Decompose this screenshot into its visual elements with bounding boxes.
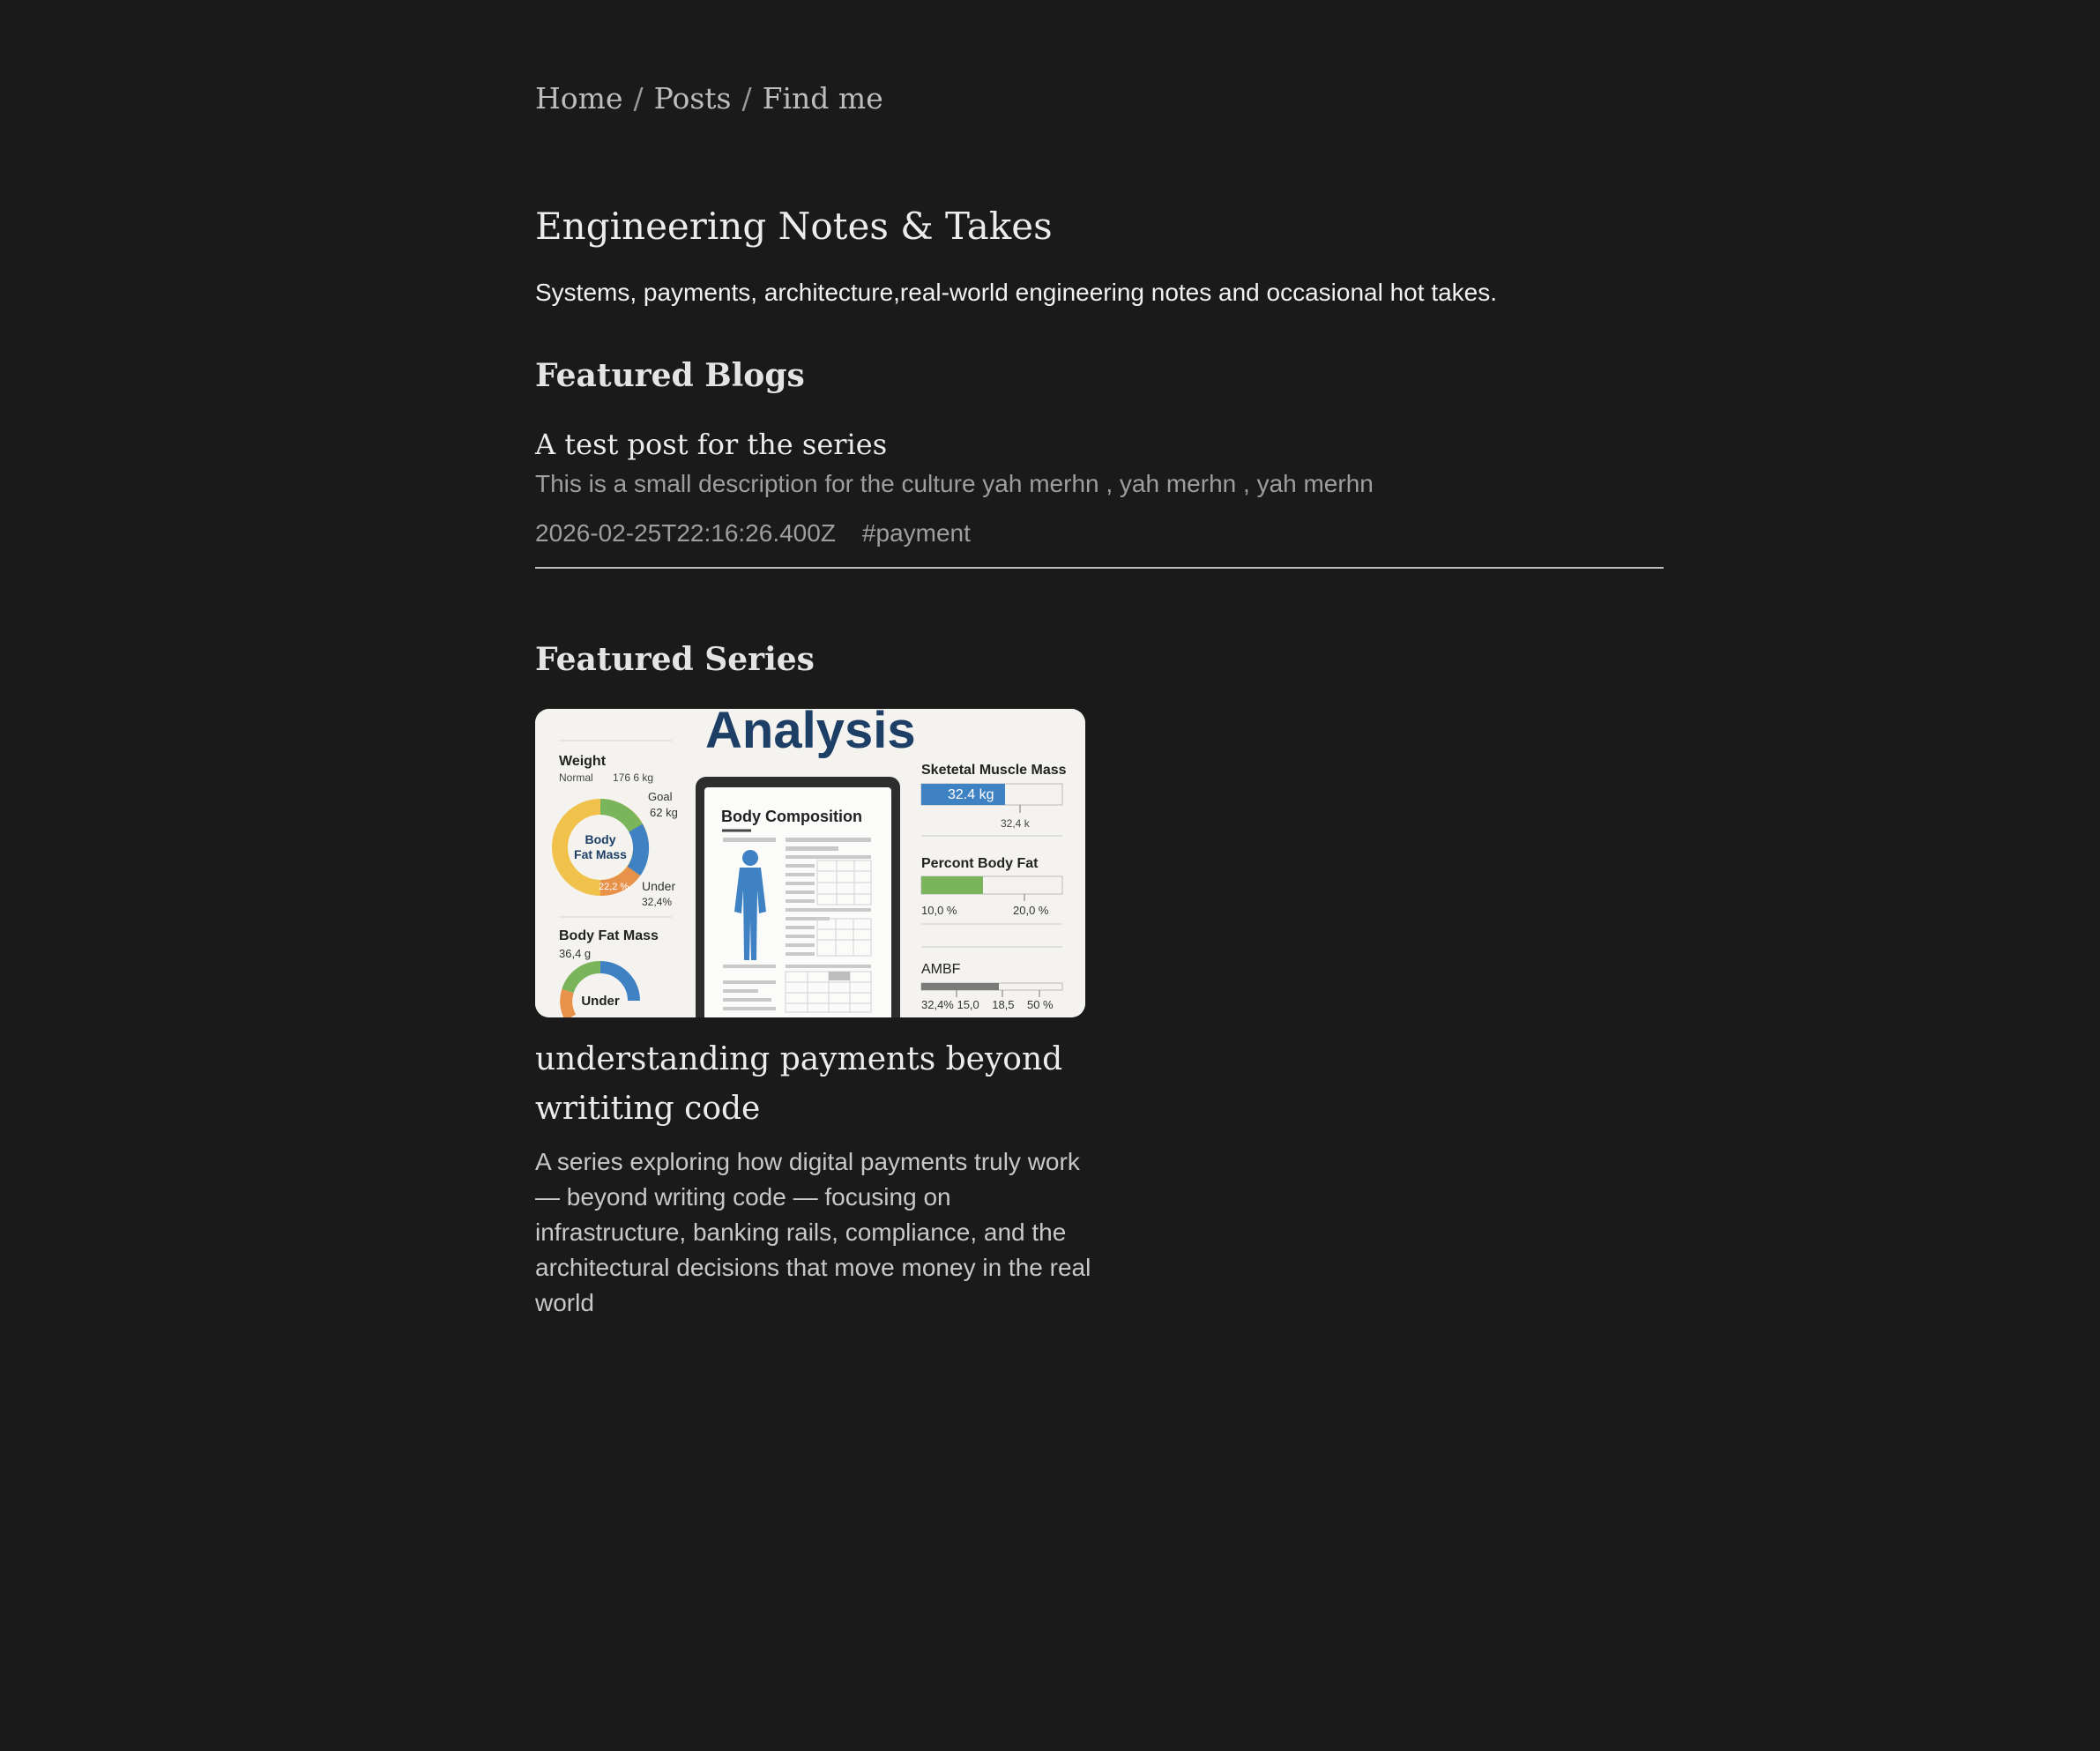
site-subtitle: Systems, payments, architecture,real-world engineering notes and occasional hot takes. — [535, 279, 1498, 306]
featured-blogs-heading: Featured Blogs — [535, 357, 805, 394]
blog-list-item — [535, 428, 1664, 569]
breadcrumb-current: Find me — [762, 81, 883, 115]
image-ambf-label: AMBF — [921, 962, 961, 977]
image-bfm-donut-label: Under — [581, 994, 620, 1009]
image-donut-label-1: Body — [585, 832, 616, 846]
image-smm-tick: 32,4 k — [1001, 817, 1030, 830]
series-title-link[interactable]: understanding payments beyond writiting code — [535, 1041, 1063, 1127]
series-cover-image[interactable] — [535, 709, 1085, 1017]
image-under-label: Under — [642, 879, 676, 893]
breadcrumb — [535, 81, 883, 115]
image-weight-label: Weight — [559, 754, 607, 769]
image-tablet-title: Body Composition — [721, 808, 862, 825]
image-under-value: 32,4% — [642, 896, 673, 908]
image-pbf-high: 20,0 % — [1013, 904, 1049, 917]
series-card[interactable] — [535, 709, 1091, 1321]
image-smm-label: Sketetal Muscle Mass — [921, 763, 1067, 778]
blog-post-tag[interactable]: #payment — [861, 519, 971, 547]
breadcrumb-separator: / — [633, 81, 644, 115]
image-pbf-label: Percont Body Fat — [921, 856, 1039, 871]
blog-post-description: This is a small description for the culture yah merhn , yah merhn , yah merhn — [535, 470, 1374, 497]
image-bfm-label: Body Fat Mass — [559, 928, 659, 943]
blog-post-date: 2026-02-25T22:16:26.400Z — [535, 519, 836, 547]
image-goal-value: 62 kg — [650, 806, 678, 819]
image-smm-value: 32.4 kg — [948, 787, 994, 802]
image-weight-value: 176 6 kg — [613, 771, 654, 784]
image-heading: Analysis — [705, 709, 916, 759]
breadcrumb-separator: / — [741, 81, 752, 115]
breadcrumb-posts-link[interactable]: Posts — [653, 81, 732, 115]
breadcrumb-home-link[interactable]: Home — [535, 81, 623, 115]
body-fat-mass-donut — [566, 967, 634, 1017]
image-bfm-value: 36,4 g — [559, 947, 592, 960]
image-pbf-low: 10,0 % — [921, 904, 957, 917]
image-ambf-ticks: 32,4% 15,0 18,5 50 % — [921, 998, 1054, 1011]
image-weight-normal: Normal — [559, 771, 593, 784]
image-goal-label: Goal — [648, 790, 673, 803]
image-donut-pct: 22,2 % — [599, 882, 629, 892]
featured-series-heading: Featured Series — [535, 641, 815, 678]
site-title: Engineering Notes & Takes — [535, 205, 1053, 248]
blog-post-meta — [535, 519, 971, 548]
image-donut-label-2: Fat Mass — [574, 847, 627, 861]
series-description: A series exploring how digital payments truly work — beyond writing code — focusing on infrastructure, banking rails, compliance, and the architectural decisions that move money in the real world — [535, 1148, 1091, 1316]
blog-post-title-link[interactable]: A test post for the series — [535, 428, 888, 461]
